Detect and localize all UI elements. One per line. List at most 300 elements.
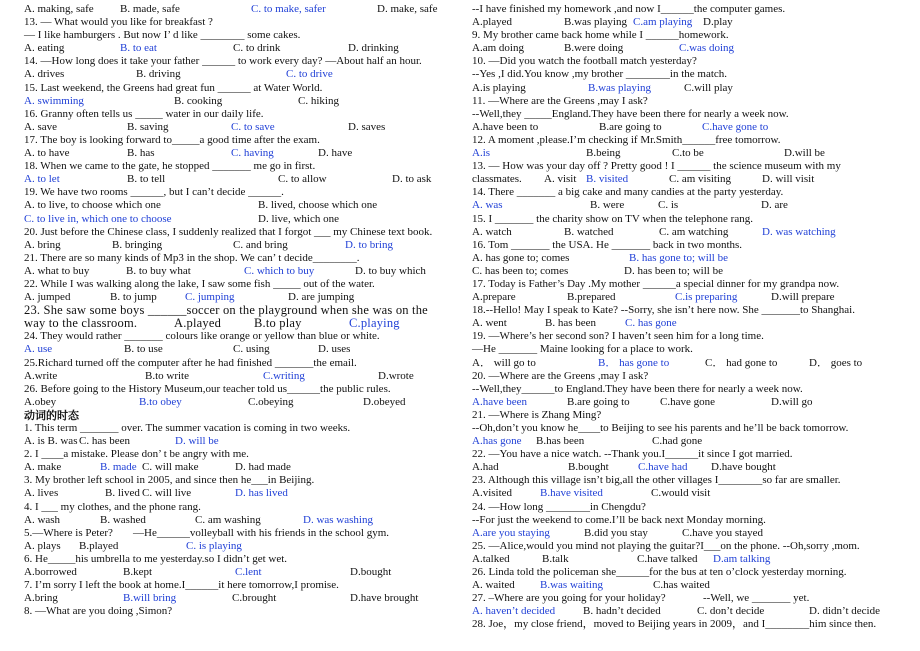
option-text: C. using [233,343,270,356]
answer-option: A.is [472,147,491,160]
text-line [472,134,898,147]
option-text: C. don’t decide [697,605,765,618]
text-line [472,579,898,592]
text-line [472,540,898,553]
option-text: B.was playing [564,16,627,29]
text-line [472,55,898,68]
option-text: A. went [472,317,507,330]
answer-option: C. to save [231,120,275,133]
text-line [24,16,442,29]
answer-option: D. was washing [303,513,373,526]
option-text: A. bring [24,238,61,251]
option-text: A.prepare [472,291,516,304]
question-text: 13. — What would you like for breakfast ? [24,16,213,29]
answer-option: C.playing [349,316,400,331]
text-line [472,265,898,278]
option-text: B. has been [545,317,597,330]
question-text: 25. —Alice,would you mind not playing the guitar?I___on the phone. --Oh,sorry ,mom. [472,539,860,552]
answer-option: B. made [100,461,137,474]
option-text: D. to ask [392,173,432,186]
option-text: —He______volleyball with his friends in the school gym. [133,526,390,539]
text-line [24,173,442,186]
question-text: 22. While I was walking along the lake, I saw some fish _____ out of the water. [24,277,375,290]
question-text: 11. —Where are the Greens ,may I ask? [472,94,648,107]
option-text: B. made, safe [120,3,180,15]
answer-option: B. has gone to; will be [629,251,728,264]
text-line [472,330,898,343]
option-text: D.will prepare [771,291,835,304]
answer-option: B.was playing [588,81,651,94]
option-text: C. to drink [233,42,281,55]
option-text: A. eating [24,42,65,55]
option-text: D. to buy which [355,264,426,277]
text-line [472,461,898,474]
right-column [472,3,898,632]
option-text: D.will go [771,395,813,408]
text-line [24,317,442,330]
option-text: A. what to buy [24,264,90,277]
option-text: A. making, safe [24,3,94,15]
answer-option: D.am talking [713,552,771,565]
option-text: C.had gone [652,435,703,448]
text-line [24,579,442,592]
text-line [24,383,442,396]
option-text: C. to allow [278,173,327,186]
text-line [472,147,898,160]
text-line [24,461,442,474]
option-text: B.were doing [564,42,624,55]
question-text: 23. She saw some boys ______soccer on the playground when she was on the [24,303,428,318]
option-text: A. save [24,120,57,133]
option-text: A.had [472,461,499,474]
answer-option: B.will bring [123,592,177,605]
answer-option: B. visited [586,173,629,186]
option-text: D. make, safe [377,3,438,15]
text-line [24,527,442,540]
text-line [24,605,442,618]
question-text: 3. My brother left school in 2005, and since then he___in Beijing. [24,474,315,487]
option-text: B. bringing [112,238,163,251]
question-text: — I like hamburgers . But now I’ d like ________ some cakes. [24,29,301,42]
option-text: C.have gone [660,395,715,408]
answer-option: B. to eat [120,42,157,55]
option-text: B. has [127,147,155,160]
answer-option: C. to drive [286,68,333,81]
question-text: 4. I ___ my clothes, and the phone rang. [24,500,201,513]
answer-option: A. haven’t decided [472,605,556,618]
option-text: B. lived [105,487,140,500]
question-text: 10. —Did you watch the football match yesterday? [472,55,697,68]
option-text: C. am visiting [669,173,732,186]
left-column [24,3,442,618]
question-text: 25.Richard turned off the computer after he had finished _______the email. [24,356,357,369]
text-line [24,213,442,226]
option-text: B. washed [100,513,146,526]
question-text: --Well,they______to England.They have been there for nearly a week now. [472,382,803,395]
question-text: 19. We have two rooms ______, but I can’t decide ______. [24,186,284,199]
option-text: B.prepared [567,291,616,304]
option-text: A. lives [24,487,59,500]
option-text: C.have you stayed [682,526,763,539]
answer-option: C. to live in, which one to choose [24,212,172,225]
option-text: B.being [586,147,621,160]
answer-option: D. was watching [762,225,836,238]
answer-option: C. to make, safer [251,3,326,15]
option-text: 5.—Where is Peter? [24,526,113,539]
option-text: C.would visit [651,487,711,500]
question-text: 6. He_____his umbrella to me yesterday.so I didn’t get wet. [24,552,288,565]
option-text: A. drives [24,68,65,81]
option-text: D. uses [318,343,351,356]
answer-option: C. having [231,147,274,160]
option-text: A. waited [472,579,515,592]
text-line [472,317,898,330]
option-text: B. were [590,199,625,212]
option-text: C. will make [142,461,199,474]
answer-option: B.was waiting [540,579,603,592]
text-line [472,422,898,435]
text-line [24,134,442,147]
question-text: --Well,they _____England.They have been there for nearly a week now. [472,107,789,120]
answer-option: C.was doing [679,42,734,55]
question-text: 26. Before going to the History Museum,our teacher told us______the public rules. [24,382,391,395]
text-line [24,265,442,278]
text-line [24,252,442,265]
question-text: 20. Just before the Chinese class, I suddenly realized that I forgot ___ my Chinese text book. [24,225,433,238]
text-line [24,68,442,81]
option-text: C. has been to; comes [472,264,569,277]
answer-option: B.to obey [139,395,182,408]
question-text: —He _______ Maine looking for a place to work. [472,343,693,356]
text-line [24,226,442,239]
question-text: --Oh,don’t you know he____to Beijing to see his parents and he’ll be back tomorrow. [472,422,849,434]
text-line [472,108,898,121]
option-text: B.played [79,539,119,552]
text-line [472,605,898,618]
option-text: A.borrowed [24,566,77,579]
option-text: A.write [24,369,58,382]
text-line [24,278,442,291]
option-text: C.to be [672,147,704,160]
question-text: 14. There _______ a big cake and many candies at the party yesterday. [472,186,784,199]
text-line [24,82,442,95]
question-text: 1. This term _______ over. The summer vacation is coming in two weeks. [24,422,351,434]
text-line [24,514,442,527]
question-text: --I have finished my homework ,and now I______the computer games. [472,3,786,15]
question-text: 19. —Where’s her second son? I haven’t seen him for a long time. [472,330,764,343]
option-text: --Well, we _______ yet. [703,592,810,605]
text-line [472,527,898,540]
question-text: 17. Today is Father’s Day .My mother ______a special dinner for my grandpa now. [472,277,840,290]
option-text: C. am watching [659,225,729,238]
text-line [24,330,442,343]
option-text: B.has been [536,435,585,448]
text-line [24,553,442,566]
option-text: A. to have [24,147,70,160]
option-text: A. has gone to; comes [472,251,570,264]
answer-option: A. was [472,199,503,212]
answer-option: C.am playing [633,16,693,29]
question-text: 7. I’m sorry I left the book at home.I______it here tomorrow,I promise. [24,579,339,592]
text-line [472,357,898,370]
text-line [472,199,898,212]
question-text: 21. —Where is Zhang Ming? [472,408,602,421]
text-line [472,370,898,383]
text-line [24,186,442,199]
answer-option: C.have gone to [702,120,769,133]
text-line [24,3,442,16]
option-text: D.obeyed [363,395,406,408]
text-line [24,501,442,514]
text-line [24,357,442,370]
option-text: A. plays [24,539,61,552]
option-text: 27. –Where are you going for your holiday? [472,592,666,605]
question-text: --For just the weekend to come.I’ll be back next Monday morning. [472,513,766,526]
answer-option: D. has lived [235,487,288,500]
text-line [472,95,898,108]
text-line [472,383,898,396]
option-text: D. have [318,147,353,160]
option-text: B.did you stay [584,526,648,539]
question-text: 动词的时态 [24,408,79,422]
option-text: B. saving [127,120,169,133]
option-text: D.have brought [350,592,419,605]
text-line [472,226,898,239]
answer-option: C.have had [638,461,688,474]
answer-option: B.have visited [540,487,603,500]
option-text: A.visited [472,487,513,500]
option-text: A.am doing [472,42,524,55]
option-text: B.to play [254,316,302,331]
option-text: C.has waited [653,579,710,592]
answer-option: A.have been [472,395,527,408]
option-text: D. drinking [348,42,399,55]
text-line [472,487,898,500]
text-line [24,55,442,68]
option-text: C. will live [142,487,192,500]
text-line [472,160,898,173]
option-text: C． had gone to [705,356,778,369]
question-text: 21. There are so many kinds of Mp3 in the shop. We can’ t decide________. [24,251,360,264]
question-text: 22. —You have a nice watch. --Thank you.I______it since I got married. [472,448,793,461]
text-line [472,618,898,631]
question-text: 26. Linda told the policeman she______for the bus at ten o’clock yesterday morning. [472,566,847,579]
text-line [472,239,898,252]
text-line [472,304,898,317]
option-text: A. visit [544,173,577,186]
text-line [472,3,898,16]
option-text: D． goes to [809,356,863,369]
option-text: A.have been to [472,120,539,133]
option-text: B.kept [123,566,153,579]
option-text: B. to jump [110,291,157,304]
answer-option: C. has gone [625,317,677,330]
option-text: B. cooking [174,94,223,107]
text-line [472,291,898,304]
text-line [24,487,442,500]
option-text: C.have talked [637,552,698,565]
text-line [24,370,442,383]
question-text: 12. A moment ,please.I’m checking if Mr.Smith______free tomorrow. [472,133,781,146]
option-text: B.to write [145,369,189,382]
option-text: way to the classroom. [24,316,138,331]
answer-option: C.writing [263,369,305,382]
answer-option: A.has gone [472,435,522,448]
option-text: B.are going to [599,120,662,133]
section-heading [24,409,442,422]
question-text: 15. I _______ the charity show on TV when the telephone rang. [472,212,753,225]
option-text: D.have bought [711,461,776,474]
question-text: 15. Last weekend, the Greens had great fun ______ at Water World. [24,81,323,94]
answer-option: A. swimming [24,94,84,107]
option-text: A. wash [24,513,61,526]
question-text: 2. I ____a mistake. Please don’ t be angry with me. [24,448,249,461]
option-text: B. watched [564,225,614,238]
option-text: C.obeying [248,395,294,408]
question-text: 17. The boy is looking forward to_____a good time after the exam. [24,133,320,146]
text-line [472,343,898,356]
question-text: 8. —What are you doing ,Simon? [24,605,173,618]
option-text: C. hiking [298,94,339,107]
answer-option: A. to let [24,173,60,186]
option-text: D. didn’t decide [809,605,880,618]
text-line [472,121,898,134]
text-line [472,448,898,461]
answer-option: D. to bring [345,238,393,251]
text-line [24,422,442,435]
text-line [24,239,442,252]
text-line [472,16,898,29]
option-text: C. and bring [233,238,288,251]
option-text: D. had made [235,461,291,474]
text-line [472,42,898,55]
text-line [472,474,898,487]
option-text: B. to use [124,343,163,356]
text-line [24,95,442,108]
question-text: 24. They would rather _______ colours like orange or yellow than blue or white. [24,330,380,343]
question-text: 24. —How long ________in Chengdu? [472,500,646,513]
text-line [472,435,898,448]
answer-option: C. jumping [185,291,235,304]
text-line [472,82,898,95]
option-text: A.is playing [472,81,526,94]
text-line [472,566,898,579]
text-line [472,592,898,605]
text-line [24,29,442,42]
option-text: B.bought [568,461,609,474]
option-text: B.talk [542,552,569,565]
text-line [472,29,898,42]
option-text: A.bring [24,592,58,605]
option-text: A. is B. was [24,435,78,448]
option-text: A.played [174,316,222,331]
option-text: D. has been to; will be [624,264,723,277]
answer-option: A.are you staying [472,526,550,539]
text-line [24,199,442,212]
question-text: 23. Although this village isn’t big,all the other villages I________so far are smaller. [472,474,841,487]
text-line [472,186,898,199]
option-text: classmates. [472,173,522,186]
text-line [472,396,898,409]
option-text: A. to live, to choose which one [24,199,161,212]
option-text: A． will go to [472,356,536,369]
text-line [24,435,442,448]
answer-option: B． has gone to [598,356,670,369]
text-line [24,160,442,173]
option-text: D. saves [348,120,386,133]
text-line [24,448,442,461]
option-text: A.played [472,16,513,29]
text-line [24,474,442,487]
question-text: --Yes ,I did.You know ,my brother ________in the match. [472,68,728,81]
text-line [472,501,898,514]
text-line [472,68,898,81]
option-text: D.bought [350,566,392,579]
text-line [24,396,442,409]
option-text: D. will visit [762,173,815,186]
text-line [472,252,898,265]
option-text: B. lived, choose which one [258,199,378,212]
option-text: D.play [703,16,733,29]
text-line [24,42,442,55]
question-text: 9. My brother came back home while I ______homework. [472,29,729,42]
question-text: 20. —Where are the Greens ,may I ask? [472,369,649,382]
answer-option: C. which to buy [244,264,315,277]
text-line [24,592,442,605]
option-text: D. live, which one [258,212,339,225]
option-text: A. watch [472,225,512,238]
question-text: 16. Granny often tells us _____ water in our daily life. [24,107,264,120]
text-line [24,121,442,134]
question-text: 18. When we came to the gate, he stopped _______ me go in first. [24,160,316,173]
answer-option: A. use [24,343,53,356]
option-text: B.are going to [567,395,630,408]
question-text: 18.--Hello! May I speak to Kate? --Sorry, she isn’t here now. She _______to Shanghai. [472,304,855,317]
option-text: D.will be [784,147,825,160]
option-text: C.will play [684,81,733,94]
text-line [472,514,898,527]
text-line [472,173,898,186]
option-text: D. are jumping [288,291,355,304]
text-line [24,147,442,160]
answer-option: C.is preparing [675,291,738,304]
text-line [472,278,898,291]
answer-option: D. will be [175,435,219,448]
option-text: C. is [658,199,679,212]
option-text: A. jumped [24,291,71,304]
option-text: A.obey [24,395,57,408]
answer-option: C. is playing [186,539,242,552]
option-text: B. to buy what [126,264,191,277]
question-text: 16. Tom _______ the USA. He _______ back in two months. [472,238,743,251]
question-text: 28. Joe，my close friend，moved to Beijing years in 2009，and I________him since then. [472,618,877,631]
option-text: B. to tell [127,173,166,186]
text-line [472,553,898,566]
question-text: 13. — How was your day off ? Pretty good ! I ______ the science museum with my [472,160,841,173]
text-line [472,409,898,422]
option-text: D. are [761,199,788,212]
question-text: 14. —How long does it take your father ______ to work every day? —About half an hour. [24,55,422,68]
text-line [24,540,442,553]
option-text: C. am washing [195,513,261,526]
option-text: C.brought [232,592,277,605]
text-line [472,213,898,226]
text-line [24,566,442,579]
option-text: D.wrote [378,369,414,382]
option-text: A. make [24,461,62,474]
option-text: C. has been [79,435,131,448]
option-text: A.talked [472,552,510,565]
